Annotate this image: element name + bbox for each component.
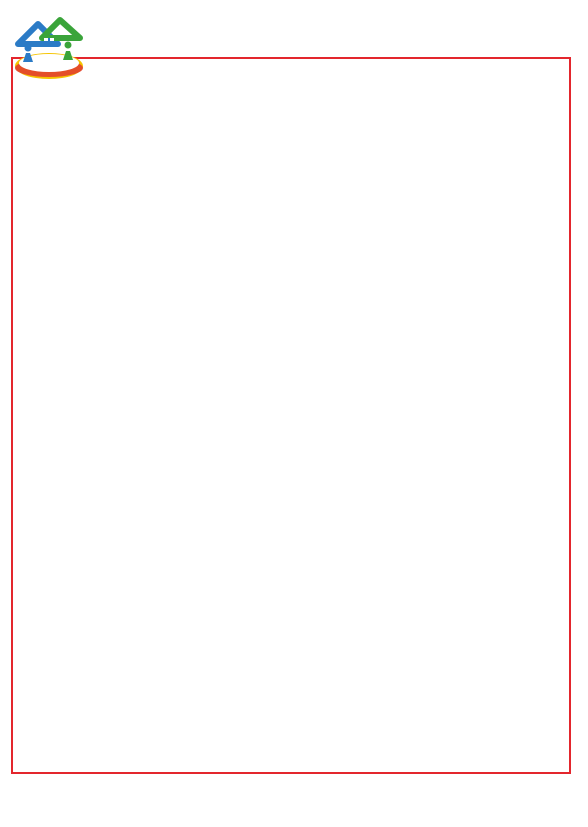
school-logo-icon — [8, 8, 90, 84]
header-major-name — [400, 6, 513, 56]
footer-label — [12, 777, 40, 817]
batch-label — [12, 58, 40, 774]
plan-label — [40, 58, 198, 774]
header-school-name — [246, 6, 400, 56]
header-obey-adjust — [513, 6, 571, 56]
header-choice-no — [198, 6, 246, 56]
